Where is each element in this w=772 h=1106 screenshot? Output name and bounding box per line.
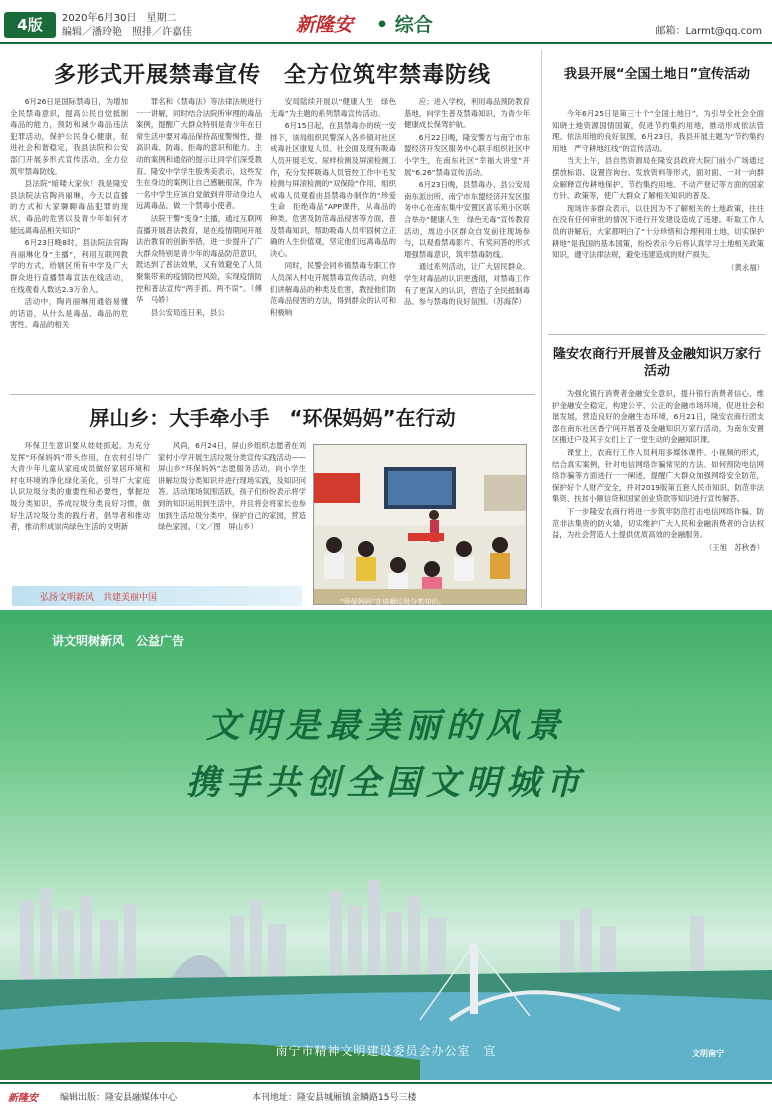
byline: （王旭 苏秋香） [704,542,764,552]
ad-sponsor: 南宁市精神文明建设委员会办公室 宣 [275,1044,497,1058]
paragraph: 法院干警“变身”主播，通过互联网直播开展普法教育，是在疫情期间开展法治教育的创新举措，进一步提升了广大群众特别是青少年的毒品防范意识，既达到了普法效果，又有效避免了人员聚集带来的疫情防控风险，实现疫情防控和普法宣传“两手抓、两不误”。（傅华 马娇） [136,213,262,305]
story2-headline: 屏山乡：大手牵小手 “环保妈妈”在行动 [89,406,456,430]
paragraph: 同时，民警会同乡镇禁毒专职工作人员深入村屯开展禁毒宣传活动，向他们讲解毒品的种类及危害，教授他们防范毒品侵害的方法，得到群众的认可和积极响 [270,261,396,317]
newspaper-logo: 新隆安 [296,14,354,36]
bank-headline: 隆安农商行开展普及金融知识万家行活动 [552,347,761,379]
ad-slogan-line-1: 文明是最美丽的风景 [206,706,566,746]
story1-column-3 [270,96,396,390]
paragraph: 活动中，陶肖丽琳用通俗易懂的话语，从什么是毒品、毒品的危害性、毒品的相关 [10,297,128,330]
slogan-text: 弘扬文明新风 共建美丽中国 [40,593,158,603]
paragraph: 6月23日晚8时，县法院法官陶肖丽琳化身“主播”，利用互联网教学的方式，给辖区所有中学及广大群众进行直播禁毒宣法在线活动，在线观看人数达2.3万余人。 [10,238,128,294]
paragraph: 为强化银行消费者金融安全意识，提升银行消费者信心，维护金融安全稳定，构建公平、公正的金融市场环境，促进社会和谐发展，营造良好的金融生态环境，6月21日，隆安农商行团支部在南东社区香宁间开展普及金融知识万家行活动，为南东安置区搬迁户及其子女们上了一堂生动的金融知识课。 [552,389,764,445]
paragraph: 县法院“暗喽大家伙！我是隆安县法院法官陶肖丽琳，今天以直播的方式和大家聊聊毒品犯罪的现状、毒品的危害以及青少年如何才能远离毒品相关知识” [10,179,128,235]
story1-column-1 [10,96,128,390]
ad-tag: 讲文明树新风 公益广告 [52,634,185,648]
story1-column-2 [136,96,262,390]
paragraph: 应；进入学校，利用毒品预防教育基地，向学生普及禁毒知识，为青少年健康成长保驾护航。 [404,97,530,130]
paragraph: 风尚，6月24日，屏山乡组织志愿者在刘家村小学开展生活垃圾分类宣传实践活动——屏山乡“环保妈妈”志愿服务活动，向小学生讲解垃圾分类知识并进行现场实践，及知识问答。活动现场氛围活跃，孩子们纷纷表示将学到的知识运用到生活中，并且将会将家长也参加到生活垃圾分类中，保护自己的家园，营造绿色家园。（文／图 屏山乡） [158,441,306,532]
page-number-badge: 4版 [4,12,56,38]
paragraph: 6月23日晚，县禁毒办、县公安局南东派出所、南宁市东盟经济开发区服务中心在南东集中安置区喜乐苑小区联合举办“健康人生 绿色无毒”宣传教育活动，周边小区群众自发前往现场参与，以观看禁毒影片、有奖问答的形式增强禁毒意识，筑牢禁毒防线。 [404,180,530,259]
paragraph: 环保卫生意识要从娃娃抓起。为充分发挥“环保妈妈”带头作用，在农村引导广大青少年儿童从家庭成员做好家居环境和村屯环境的净化绿化美化，引导广大家庭认识垃圾分类的重要性和必要性，掌握垃圾分类知识，养成垃圾分类良好习惯，做好生活垃圾分类的践行者，倡导者和推动者，推动形成崇尚绿色生活的文明新 [10,441,150,532]
column-divider [541,50,542,608]
paragraph: 6月26日是国际禁毒日，为增加全民禁毒意识，提高公民自觉抵制毒品的能力，预防和减少毒品违法犯罪活动，保护公民身心健康，促进社会和谐稳定，我县法院和公安部门开展多形式宣传活动，全方位筑牢禁毒防线。 [10,97,128,176]
paragraph: 今年6月25日是第三十个“全国土地日”。为引导全社会全面知晓土地资源国情国策，促进节约集约用地，推动形成依法管理、依法用地的良好氛围，6月23日，我县开展主题为“节约集约用地 严守耕地红线”的宣传活动。 [552,109,764,153]
header-email: 邮箱：Larmt@qq.com [655,26,762,37]
page-header [0,0,772,44]
paragraph: 6月15日起，在县禁毒办的统一安排下，该局组织民警深入各乡镇对社区戒毒社区康复人员、社会面及现有吸毒人员开展毛发、尿样检测及屏滚检测工作，充分发挥吸毒人员管控工作中毛发检测与屏滚检测的“双保险”作用，组织戒毒人员观看由县禁毒办制作的“珍爱生命 拒绝毒品”APP课件，从毒品的种类、危害及防范毒品侵害等方面，普及禁毒知识，帮助吸毒人员牢固树立正确的人生价值观，坚定他们远离毒品的决心。 [270,121,396,258]
byline: （黄永福） [727,262,764,272]
section-label: 综合 [394,14,433,36]
editors-line: 编辑／潘玲艳 照排／许嘉佳 [62,27,192,38]
story1-column-4 [404,96,530,390]
story2-column-2 [158,440,306,582]
page-footer [0,1082,772,1106]
paragraph: 课堂上，农商行工作人员利用多媒体课件、小视频的形式，结合真实案例，针对电信网络诈骗常见的方法、如何预防电信网络诈骗等方面进行一一阐述，提醒广大群众加强网络安全防范，保护好个人财产安全，并对2019版第五套人民币知识、防范非法集资、扶贫小额信贷和国家创业贷款等知识进行宣传解答。 [552,447,764,504]
classroom-photo [313,444,527,605]
header-meta [62,12,192,40]
paragraph: 通过系列活动，让广大居民群众、学生对毒品的认识更透彻，对禁毒工作有了更深入的认识，营造了全民抵制毒品、参与禁毒的良好氛围。（苏海萍） [404,262,530,307]
photo-caption: “环保妈妈”在讲解垃圾分类知识。 [340,598,446,606]
paragraph: 当天上午，县自然资源局在隆安县政府大院门前小广场通过摆放标语、设置咨询台、发放资料等形式，面对面、一对一向群众解释宣传耕地保护、节约集约用地、不动产登记等方面的国家方针、政策等，使广大群众了解相关知识的普及。 [552,156,764,201]
story2-column-1 [10,440,150,582]
paragraph: 县公安局连日来，县公 [150,307,225,317]
public-service-ad [0,610,772,1080]
bank-body [552,388,764,606]
story1-headline: 多形式开展禁毒宣传 全方位筑牢禁毒防线 [53,63,491,88]
land-day-body [552,108,764,330]
story-divider [10,394,535,395]
paragraph: 安局陆续开展以“健康人生 绿色无毒”为主题的系列禁毒宣传活动。 [270,97,396,118]
land-day-headline: 我县开展“全国土地日”宣传活动 [563,67,751,82]
footer-publisher: 编辑出版：隆安县融媒体中心 [60,1093,178,1103]
paragraph: 6月22日晚，隆安警方与南宁市东盟经济开发区服务中心联手组织社区中小学生，在南东社区“幸福大讲堂”开展“6.26”禁毒宣传活动。 [404,132,530,177]
paragraph: 罪名和《禁毒法》等法律法规进行一一讲解，同时结合法院所审理的毒品案例，提醒广大群众特别是青少年在日常生活中要对毒品保持高度警惕性，提高识毒、防毒、拒毒的意识和能力。主动的案例和通俗的提示让同学们深受教育。隆安中学学生殷秀美表示，这些发生在身边的案例让自己感触很深，作为一名中学生应该自觉做到并带动身边人远离毒品，做一个禁毒小使者。 [136,97,262,211]
ad-slogan-line-2: 携手共创全国文明城市 [186,763,586,803]
section-title: • 综合 [376,14,433,36]
footer-logo: 新隆安 [8,1093,38,1104]
footer-address: 本刊地址：隆安县城厢镇金鳞路15号三楼 [252,1093,417,1103]
ad-logo-text: 文明南宁 [692,1049,724,1058]
slogan-banner [12,586,302,606]
classroom-photo-illustration [314,445,527,605]
paragraph: 现场许多群众表示，以往因为不了解相关的土地政策，往往在没有任何审批的情况下进行开发建设造成了违建。听取工作人员的讲解后，大家都明白了“十分珍惜和合理利用土地，切实保护耕地”是我国的基本国策，纷纷表示今后将认真学习土地相关政策知识，遵守法律法规，避免违建造成的财产损失。 [552,203,764,260]
paragraph: 下一步隆安农商行将进一步筑牢防范打击电信网络诈骗、防范非法集资的防火墙，切实维护广大人民和金融消费者的合法权益，为社会营造人士提供优质高效的金融服务。 [552,506,764,540]
story-divider [548,334,766,335]
issue-date: 2020年6月30日 星期二 [62,13,177,24]
